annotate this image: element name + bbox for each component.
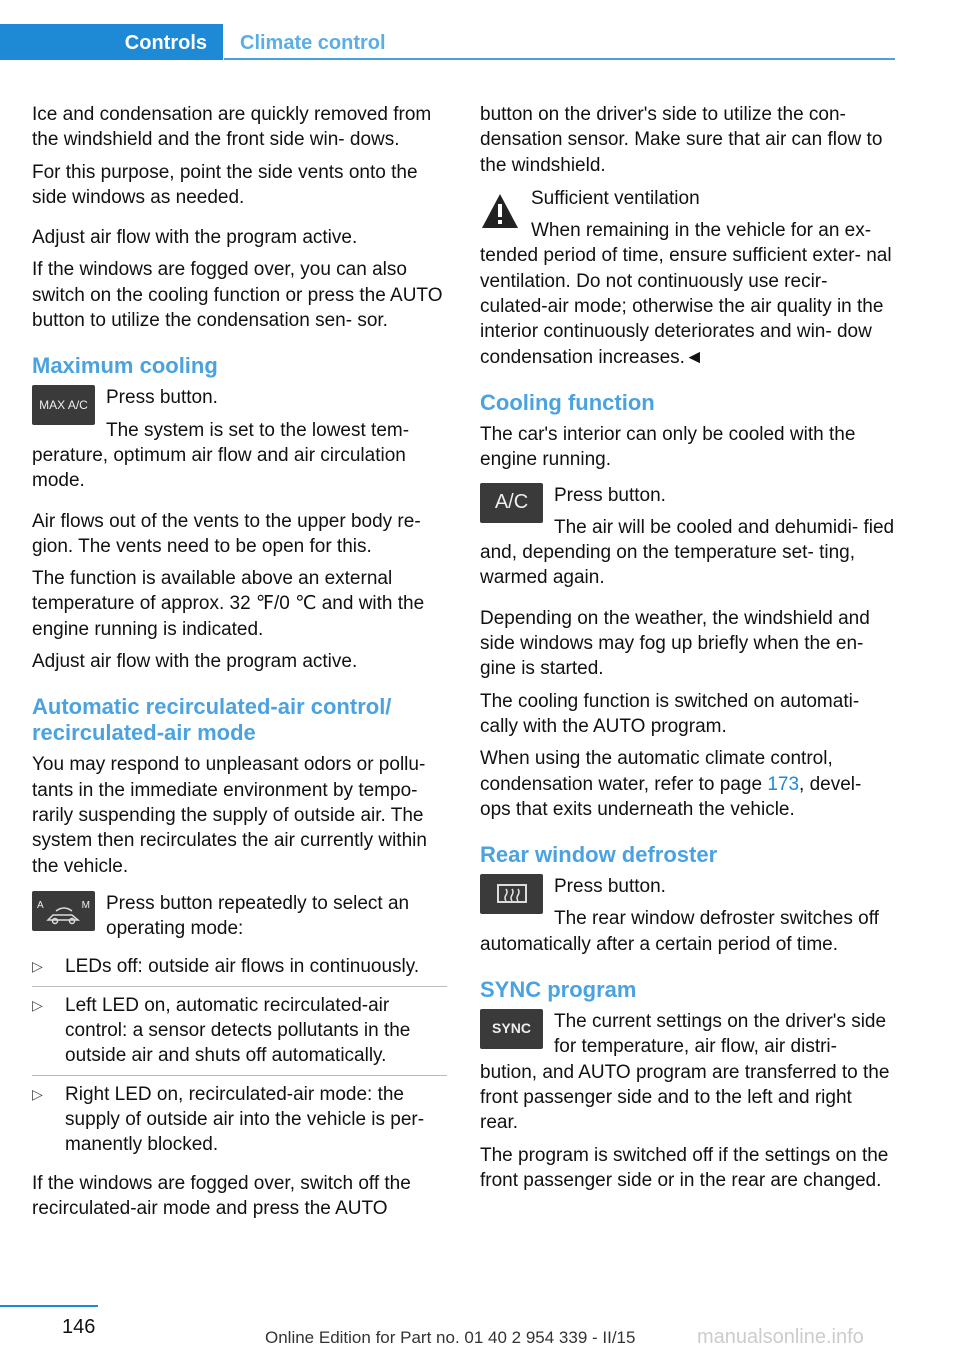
ac-row <box>480 483 895 591</box>
paragraph: The air will be cooled and dehumidi‐ fied and, depending on the temperature set‐ ting, warmed again. <box>480 516 895 589</box>
page-number: 146 <box>62 1316 96 1338</box>
mode-list <box>32 954 447 1163</box>
recirc-row <box>32 891 447 942</box>
footer-rule <box>0 1305 98 1307</box>
triangle-bullet-icon: ▷ <box>32 996 43 1013</box>
ac-button-icon: A/C <box>480 483 543 523</box>
max-ac-button-icon: MAX A/C <box>32 385 95 425</box>
tab-controls[interactable]: Controls <box>0 24 223 60</box>
paragraph: When using the automatic climate control, condensation water, refer to page 173, devel‐ ops that exits underneath the vehicle. <box>480 748 862 820</box>
section-title-maximum-cooling: Maximum cooling <box>32 353 218 379</box>
paragraph: Press button repeatedly to select an operating mode: <box>106 892 410 940</box>
defroster-row <box>480 874 895 957</box>
paragraph: button on the driver's side to utilize the con‐ densation sensor. Make sure that air can flow to the windshield. <box>480 104 883 176</box>
paragraph: The system is set to the lowest tem‐ perature, optimum air flow and air circulation mode. <box>32 419 410 492</box>
paragraph: Depending on the weather, the windshield and side windows may fog up briefly when the en‐ gine is started. <box>480 607 870 680</box>
warning-triangle-icon <box>480 192 520 230</box>
section-title-sync-program: SYNC program <box>480 977 637 1003</box>
rear-defroster-button-icon <box>480 874 543 914</box>
paragraph: If the windows are fogged over, switch off the recirculated-air mode and press the AUTO <box>32 1172 411 1219</box>
max-ac-row <box>32 385 447 493</box>
right-column <box>480 102 895 1200</box>
paragraph: The program is switched off if the settings on the front passenger side or in the rear are changed. <box>480 1144 889 1191</box>
paragraph: Air flows out of the vents to the upper body re‐ gion. The vents need to be open for this. <box>32 510 421 557</box>
list-item: ▷ LEDs off: outside air flows in continuously. <box>32 954 447 986</box>
paragraph: The car's interior can only be cooled with the engine running. <box>480 423 856 471</box>
paragraph: Ice and condensation are quickly removed from the windshield and the front side win‐ dows. <box>32 104 432 151</box>
header-rule <box>224 58 895 60</box>
paragraph: If the windows are fogged over, you can also switch on the cooling function or press the AUTO button to utilize the condensation sen‐ sor. <box>32 259 443 332</box>
paragraph: The function is available above an external temperature of approx. 32 ℉/0 ℃ and with the engine running is indicated. <box>32 568 425 640</box>
sync-button-icon: SYNC <box>480 1009 543 1049</box>
edition-text: Online Edition for Part no. 01 40 2 954 339 - II/15 <box>265 1328 636 1347</box>
led-label-m: M <box>81 899 90 911</box>
paragraph: Press button. <box>554 484 666 506</box>
paragraph: The cooling function is switched on automati‐ cally with the AUTO program. <box>480 690 860 737</box>
tab-climate-control[interactable]: Climate control <box>240 32 386 54</box>
paragraph: For this purpose, point the side vents onto the side windows as needed. <box>32 161 418 208</box>
rear-defrost-icon <box>494 881 530 907</box>
paragraph: The rear window defroster switches off automatically after a certain period of time. <box>480 908 879 955</box>
triangle-bullet-icon: ▷ <box>32 958 43 975</box>
section-title-recirculated-air: Automatic recirculated-air control/ recirculated-air mode <box>32 694 392 746</box>
warning-title: Sufficient ventilation <box>531 187 700 209</box>
paragraph: Press button. <box>106 387 218 409</box>
left-column <box>32 102 447 1228</box>
list-item: ▷ Left LED on, automatic recirculated-air control: a sensor detects pollutants in the outside air and shuts off automatically. <box>32 993 447 1076</box>
sync-row <box>480 1009 895 1135</box>
section-title-rear-window-defroster: Rear window defroster <box>480 842 718 868</box>
page-reference-link[interactable]: 173 <box>767 773 800 795</box>
paragraph: You may respond to unpleasant odors or pollu‐ tants in the immediate environment by tempo‐ rarily suspending the supply of outside air. The system then recirculates the air currently within the vehicle. <box>32 754 427 877</box>
paragraph: The current settings on the driver's side for temperature, air flow, air distri‐ bution, and AUTO program are transferred to the front passenger side and to the left and right rear. <box>480 1011 890 1134</box>
warning-body: When remaining in the vehicle for an ex‐ tended period of time, ensure sufficient exter‐ nal ventilation. Do not continuously use recir‐ culated-air mode; otherwise the air quality in the interior continuously deteriorates and win‐ dow condensation increases.◄ <box>480 220 892 368</box>
paragraph: Adjust air flow with the program active. <box>32 227 358 249</box>
car-recirculation-icon <box>44 905 84 927</box>
paragraph: Press button. <box>554 876 666 898</box>
triangle-bullet-icon: ▷ <box>32 1085 43 1102</box>
section-title-cooling-function: Cooling function <box>480 389 655 415</box>
led-label-a: A <box>37 899 44 911</box>
warning-row <box>480 186 895 370</box>
page-header <box>0 0 895 60</box>
list-item: ▷ Right LED on, recirculated-air mode: the supply of outside air into the vehicle is per‐ manently blocked. <box>32 1083 425 1156</box>
watermark: manualsonline.info <box>697 1326 864 1348</box>
recirculation-button-icon <box>32 891 95 931</box>
paragraph: Adjust air flow with the program active. <box>32 651 358 673</box>
